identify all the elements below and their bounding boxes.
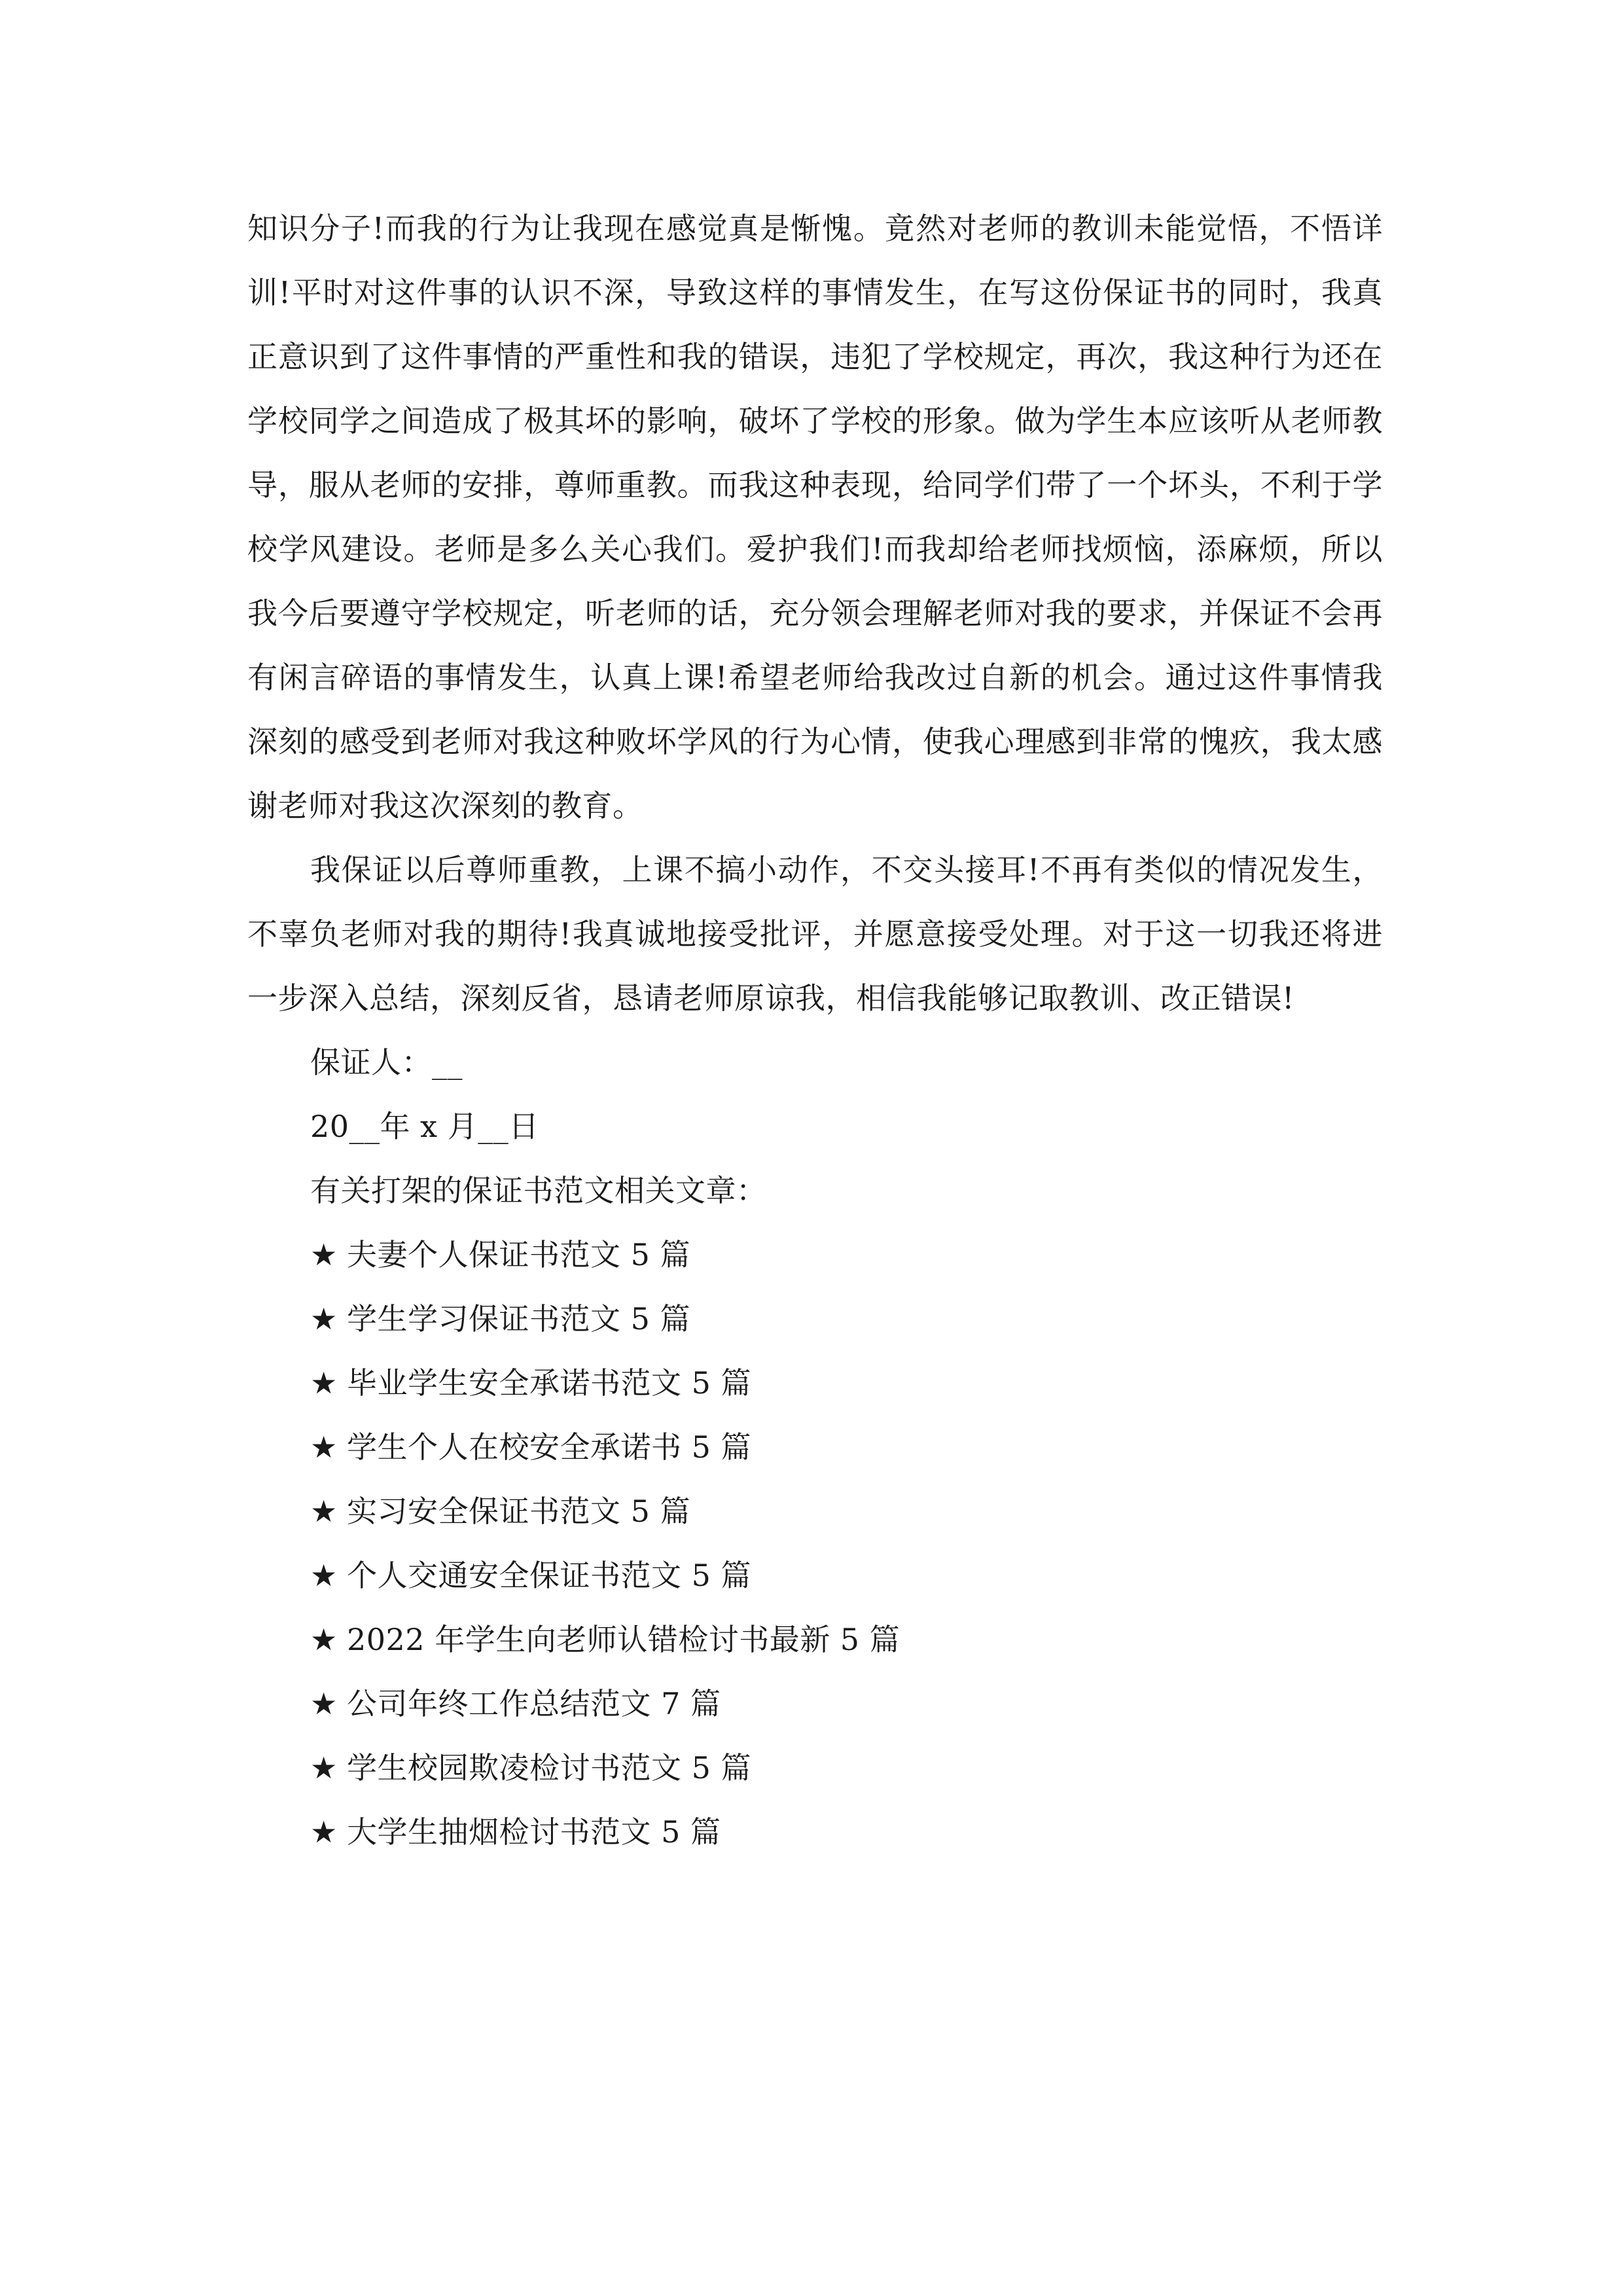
star-icon: ★ — [310, 1558, 338, 1593]
related-article-title[interactable]: 公司年终工作总结范文 7 篇 — [347, 1686, 721, 1721]
star-icon: ★ — [310, 1365, 338, 1401]
related-article-item[interactable] — [247, 1800, 1383, 1864]
star-icon: ★ — [310, 1686, 338, 1721]
document-body — [247, 196, 1383, 1864]
star-icon: ★ — [310, 1301, 338, 1336]
related-article-title[interactable]: 学生校园欺凌检讨书范文 5 篇 — [347, 1750, 752, 1785]
related-article-title[interactable]: 2022 年学生向老师认错检讨书最新 5 篇 — [347, 1622, 901, 1657]
related-article-title[interactable]: 个人交通安全保证书范文 5 篇 — [347, 1558, 752, 1593]
related-article-item[interactable] — [247, 1543, 1383, 1607]
related-articles-list — [247, 1223, 1383, 1864]
related-article-title[interactable]: 夫妻个人保证书范文 5 篇 — [347, 1237, 691, 1272]
related-article-item[interactable] — [247, 1223, 1383, 1287]
related-article-item[interactable] — [247, 1736, 1383, 1800]
star-icon: ★ — [310, 1237, 338, 1272]
related-article-item[interactable] — [247, 1672, 1383, 1736]
related-article-item[interactable] — [247, 1415, 1383, 1479]
related-heading: 有关打架的保证书范文相关文章： — [310, 1173, 767, 1208]
body-paragraph-2: 我保证以后尊师重教，上课不搞小动作，不交头接耳!不再有类似的情况发生，不辜负老师对我的期待!我真诚地接受批评，并愿意接受处理。对于这一切我还将进一步深入总结，深刻反省，恳请老师原谅我，相信我能够记取教训、改正错误! — [247, 852, 1383, 1016]
guarantor-line: 保证人：__ — [310, 1045, 463, 1080]
star-icon: ★ — [310, 1750, 338, 1785]
related-article-title[interactable]: 毕业学生安全承诺书范文 5 篇 — [347, 1365, 752, 1401]
related-article-title[interactable]: 学生个人在校安全承诺书 5 篇 — [347, 1429, 752, 1465]
body-paragraph-1: 知识分子!而我的行为让我现在感觉真是惭愧。竟然对老师的教训未能觉悟，不悟详训!平时对这件事的认识不深，导致这样的事情发生，在写这份保证书的同时，我真正意识到了这件事情的严重性和我的错误，违犯了学校规定，再次，我这种行为还在学校同学之间造成了极其坏的影响，破坏了学校的形象。做为学生本应该听从老师教导，服从老师的安排，尊师重教。而我这种表现，给同学们带了一个坏头，不利于学校学风建设。老师是多么关心我们。爱护我们!而我却给老师找烦恼，添麻烦，所以我今后要遵守学校规定，听老师的话，充分领会理解老师对我的要求，并保证不会再有闲言碎语的事情发生，认真上课!希望老师给我改过自新的机会。通过这件事情我深刻的感受到老师对我这种败坏学风的行为心情，使我心理感到非常的愧疚，我太感谢老师对我这次深刻的教育。 — [247, 211, 1383, 823]
related-article-item[interactable] — [247, 1607, 1383, 1672]
date-line: 20__年 x 月__日 — [310, 1109, 539, 1144]
related-article-item[interactable] — [247, 1479, 1383, 1543]
related-article-title[interactable]: 实习安全保证书范文 5 篇 — [347, 1494, 691, 1529]
star-icon: ★ — [310, 1494, 338, 1529]
related-article-item[interactable] — [247, 1287, 1383, 1351]
star-icon: ★ — [310, 1814, 338, 1850]
related-article-item[interactable] — [247, 1351, 1383, 1415]
star-icon: ★ — [310, 1429, 338, 1465]
star-icon: ★ — [310, 1622, 338, 1657]
related-article-title[interactable]: 学生学习保证书范文 5 篇 — [347, 1301, 691, 1336]
related-article-title[interactable]: 大学生抽烟检讨书范文 5 篇 — [347, 1814, 721, 1850]
